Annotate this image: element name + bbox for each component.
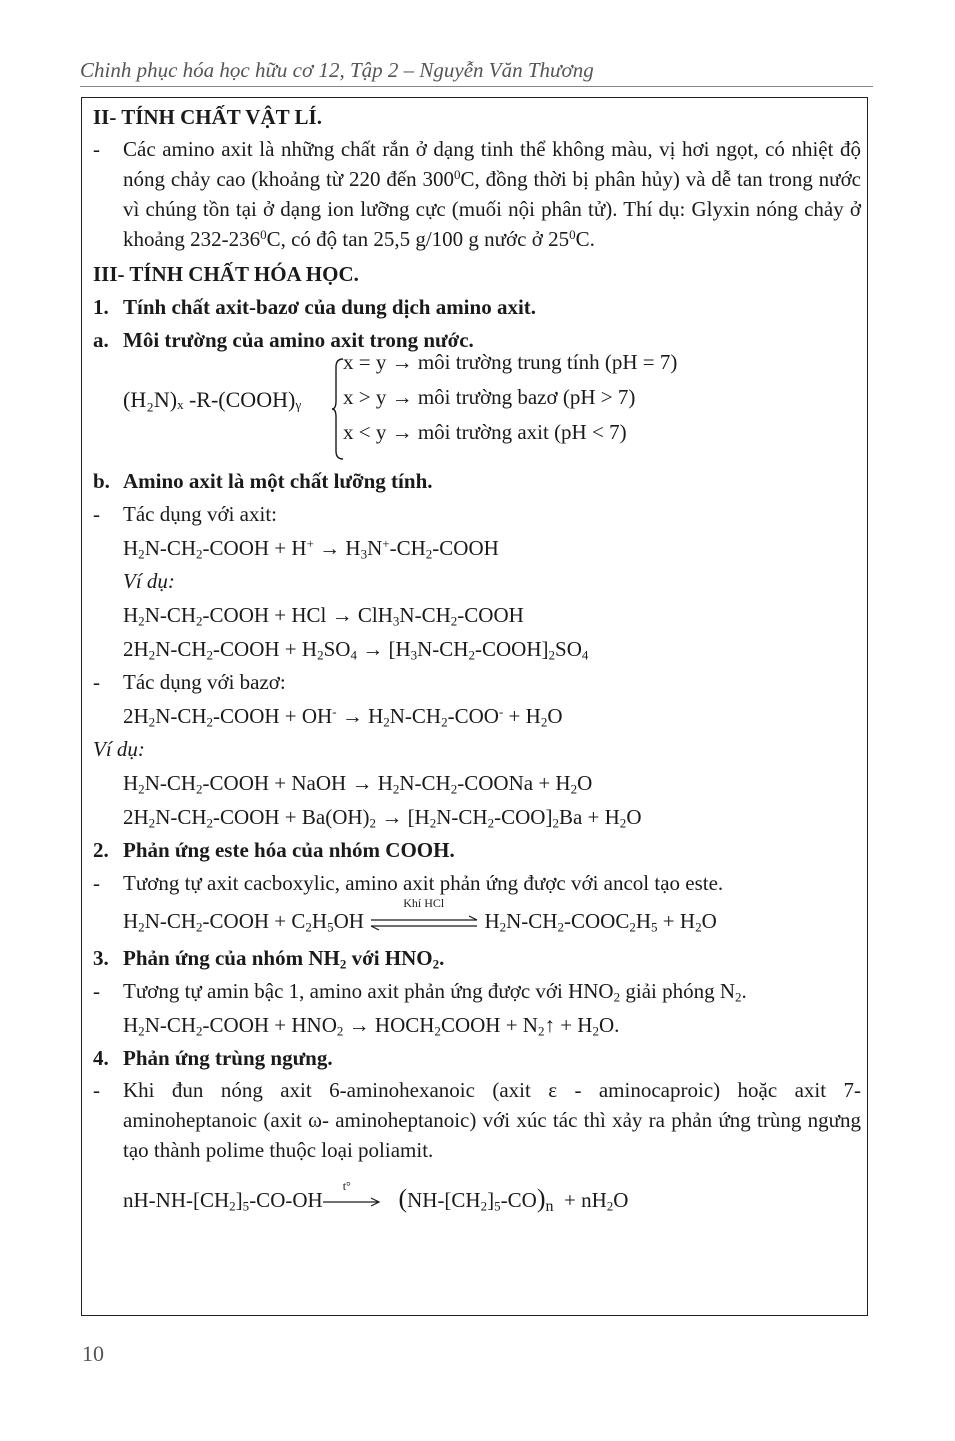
heading-amphoteric: b. Amino axit là một chất lưỡng tính.	[93, 469, 433, 493]
example-label-2: Ví dụ:	[93, 737, 145, 761]
heading-polycondensation: 4. Phản ứng trùng ngưng.	[93, 1046, 333, 1070]
hno2-text: Tương tự amin bậc 1, amino axit phản ứng được với $HNO_2$ giải phóng $N_2$.	[123, 979, 747, 1005]
running-header: Chinh phục hóa học hữu cơ 12, Tập 2 – Nguyễn Văn Thương	[80, 58, 594, 82]
equation-hcl: $H_2N-CH_2$-COOH + HCl → $ClH_3N-CH_2$-COOH	[123, 603, 524, 629]
equation-base-general: $2H_2N-CH_2$-COOH + $OH^- \to H_2N-CH_2-COO^- + H_2O$	[123, 703, 563, 730]
polycondensation-text: Khi đun nóng axit 6-aminohexanoic (axit ε - aminocaproic) hoặc axit 7-aminoheptanoic (axit ω- aminoheptanoic) với xúc tác thì xảy ra phản ứng trùng ngưng tạo thành polime thuộc loại poliamit.	[123, 1078, 861, 1162]
heading-nh2-hno2: 3. Phản ứng của nhóm $NH_2$ với $HNO_2$.	[93, 946, 445, 972]
case-neutral: x = y → môi trường trung tính (pH = 7)	[343, 350, 678, 374]
equation-baoh2: $2H_2N-CH_2$-COOH + $Ba(OH)_2 \to [H_2N-CH_2-COO]_2Ba + H_2O$	[123, 805, 642, 831]
header-rule	[80, 86, 873, 87]
ph-cases	[93, 350, 861, 465]
heading-acid-base: 1. Tính chất axit-bazơ của dung dịch amino axit.	[93, 295, 537, 319]
amino-acid-formula: (H₂N)ₓ -R-(COOH)ᵧ	[123, 387, 302, 412]
content: II- TÍNH CHẤT VẬT LÍ. - Các amino axit là những chất rắn ở dạng tinh thể không màu, vị hơi ngọt, có nhiệt độ nóng chảy cao (khoảng từ 220 đến $300^0C$, đồng thời bị phân hủy) và dễ tan trong nước vì chúng tồn tại ở dạng ion lưỡng cực (muối nội phân tử). Thí dụ: Glyxin nóng chảy ở khoảng $232-236^0C$, có độ tan 25,5 g/100 g nước ở $25^0C$. III- TÍNH CHẤT HÓA HỌC. 1. Tính chất axit-bazơ của dung dịch amino axit. a. Môi trường của amino axit trong nước. (H₂N)ₓ -R-(COOH)ᵧ x = y → môi trường trung tính (pH = 7) x > y → môi trường bazơ (pH > 7) x < y → môi trường axit (pH < 7) b. Amino axit là một chất lưỡng tính. - Tác dụng với axit: $H_2N-CH_2$-COOH + $H^+ \to H_3N^+-CH_2$-COOH Ví dụ: $H_2N-CH_2$-COOH + HCl → $ClH_3N-CH_2$-COOH $2H_2N-CH_2$-COOH + $H_2SO_4$ → $[H_3N-CH_2-COOH]_2SO_4$ - Tác dụng với bazơ: $2H_2N-CH_2$-COOH + $OH^- \to H_2N-CH_2-COO^- + H_2O$ Ví dụ: $H_2N-CH_2$-COOH + NaOH → $H_2N-CH_2$-COONa + $H_2O$ $2H_2N-CH_2$-COOH + $Ba(OH)_2 \to [H_2N-CH_2-COO]_2Ba + H_2O$ 2. Phản ứng este hóa của nhóm COOH. - Tương tự axit cacboxylic, amino axit phản ứng được với ancol tạo este. $H_2N-CH_2$-COOH + $C_2H_5OH$ Khí HCl $H_2N-CH_2-COOC_2H_5 + H_2O$ 3. Phản ứng của nhóm $NH_2$ với $HNO_2$. - Tương tự amin bậc 1, amino axit phản ứng được với $HNO_2$ giải phóng $N_2$. $H_2N-CH_2$-COOH + $HNO_2$ → $HOCH_2COOH$ + $N_2↑ + H_2O$. 4. Phản ứng trùng ngưng. - Khi đun nóng axit 6-aminohexanoic (axit ε - aminocaproic) hoặc axit 7-aminoheptanoic (axit ω- aminoheptanoic) với xúc tác thì xảy ra phản ứng trùng ngưng tạo thành polime thuộc loại poliamit. $nH-NH-[CH_2]_5-CO-OH$ t° $(NH-[CH_2]_5-CO)_n + nH_2O$	[93, 101, 861, 1225]
example-label-1: Ví dụ:	[123, 569, 175, 593]
base-intro: Tác dụng với bazơ:	[123, 670, 286, 694]
acid-intro: Tác dụng với axit:	[123, 502, 277, 526]
equation-acid-general: $H_2N-CH_2$-COOH + $H^+ \to H_3N^+-CH_2$-COOH	[123, 535, 499, 562]
equation-hno2: $H_2N-CH_2$-COOH + $HNO_2$ → $HOCH_2COOH$ + $N_2↑ + H_2O$.	[123, 1013, 620, 1039]
equation-h2so4: $2H_2N-CH_2$-COOH + $H_2SO_4$ → $[H_3N-CH_2-COOH]_2SO_4$	[123, 637, 589, 663]
equation-ester: $H_2N-CH_2$-COOH + $C_2H_5OH$ Khí HCl $H_2N-CH_2-COOC_2H_5 + H_2O$	[123, 896, 717, 935]
case-basic: x > y → môi trường bazơ (pH > 7)	[343, 385, 636, 409]
equilibrium-arrow: Khí HCl	[369, 911, 479, 935]
equation-polymer: $nH-NH-[CH_2]_5-CO-OH$ t° $(NH-[CH_2]_5-CO)_n + nH_2O$	[123, 1179, 629, 1215]
page-number: 10	[82, 1341, 104, 1366]
heading-esterification: 2. Phản ứng este hóa của nhóm COOH.	[93, 838, 455, 862]
heading-environment: a. Môi trường của amino axit trong nước.	[93, 328, 474, 352]
case-acidic: x < y → môi trường axit (pH < 7)	[343, 420, 627, 444]
section-physical-title: II- TÍNH CHẤT VẬT LÍ.	[93, 105, 322, 129]
section-chemical-title: III- TÍNH CHẤT HÓA HỌC.	[93, 262, 359, 286]
physical-paragraph: - Các amino axit là những chất rắn ở dạng tinh thể không màu, vị hơi ngọt, có nhiệt độ nóng chảy cao (khoảng từ 220 đến $300^0C$, đồng thời bị phân hủy) và dễ tan trong nước vì chúng tồn tại ở dạng ion lưỡng cực (muối nội phân tử). Thí dụ: Glyxin nóng chảy ở khoảng $232-236^0C$, có độ tan 25,5 g/100 g nước ở $25^0C$.	[93, 137, 861, 251]
equation-naoh: $H_2N-CH_2$-COOH + NaOH → $H_2N-CH_2$-COONa + $H_2O$	[123, 771, 593, 797]
ester-text: Tương tự axit cacboxylic, amino axit phản ứng được với ancol tạo este.	[123, 871, 724, 895]
reaction-arrow: t°	[323, 1190, 383, 1214]
